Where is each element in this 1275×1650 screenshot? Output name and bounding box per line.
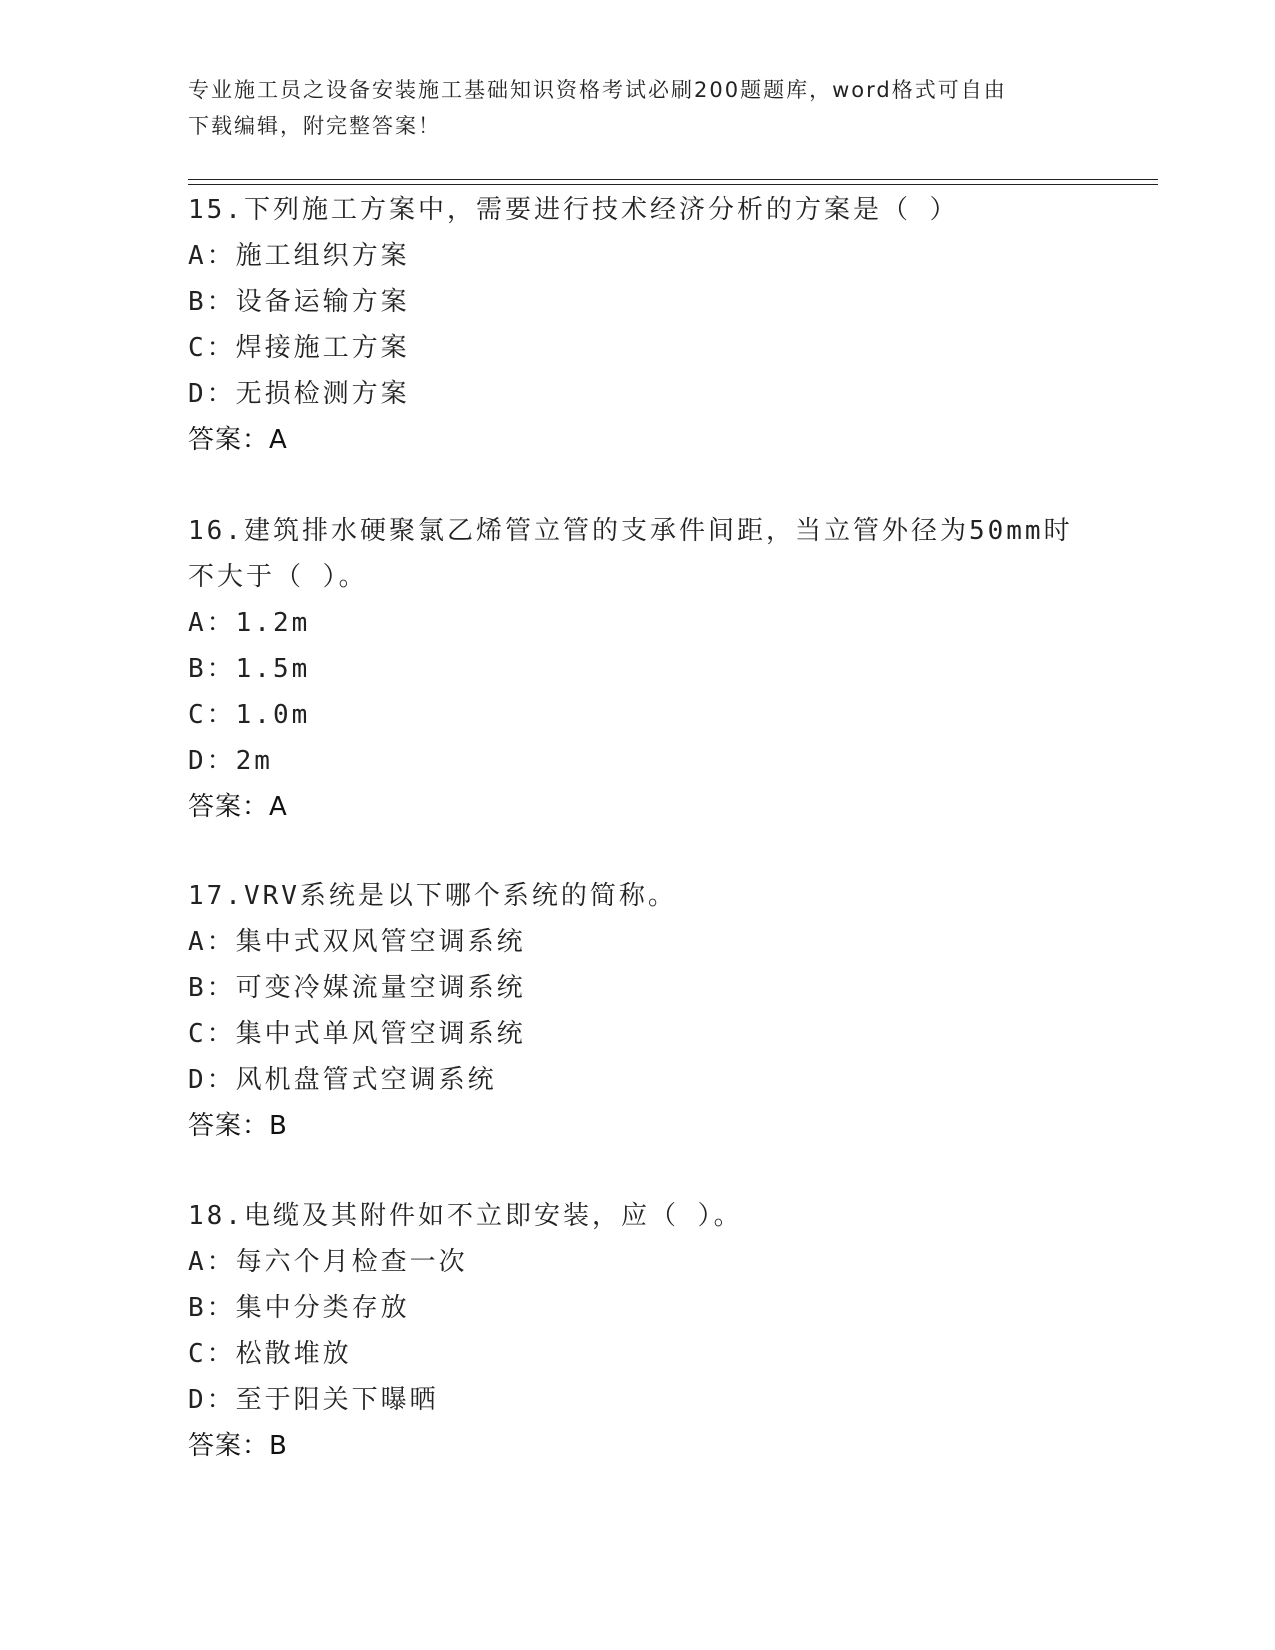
header-divider-top	[188, 179, 1158, 180]
header-divider-bottom	[188, 184, 1158, 185]
header-line-2: 下载编辑，附完整答案！	[188, 114, 441, 138]
question-title: 16.建筑排水硬聚氯乙烯管立管的支承件间距，当立管外径为50mm时	[188, 516, 1073, 546]
option-a: A：1.2m	[188, 608, 311, 638]
option-b: B：设备运输方案	[188, 287, 410, 317]
answer: 答案：A	[188, 792, 288, 822]
answer: 答案：A	[188, 425, 288, 455]
option-d: D：至于阳关下曝晒	[188, 1385, 439, 1415]
document-header	[188, 72, 1088, 144]
option-c: C：1.0m	[188, 700, 311, 730]
question-17	[188, 873, 1088, 1149]
question-15	[188, 187, 1088, 463]
answer: 答案：B	[188, 1431, 288, 1461]
option-b: B：1.5m	[188, 654, 311, 684]
question-16	[188, 508, 1088, 830]
question-title: 15.下列施工方案中，需要进行技术经济分析的方案是（ ）	[188, 195, 959, 225]
option-a: A：每六个月检查一次	[188, 1247, 468, 1277]
option-d: D：风机盘管式空调系统	[188, 1065, 497, 1095]
question-title: 17.VRV系统是以下哪个系统的简称。	[188, 881, 677, 911]
header-line-1: 专业施工员之设备安装施工基础知识资格考试必刷200题题库，word格式可自由	[188, 78, 1007, 102]
option-a: A：集中式双风管空调系统	[188, 927, 526, 957]
option-a: A：施工组织方案	[188, 241, 410, 271]
answer: 答案：B	[188, 1111, 288, 1141]
option-c: C：集中式单风管空调系统	[188, 1019, 526, 1049]
option-b: B：可变冷媒流量空调系统	[188, 973, 526, 1003]
option-b: B：集中分类存放	[188, 1293, 410, 1323]
question-title-continued: 不大于（ ）。	[188, 562, 368, 592]
question-18	[188, 1193, 1088, 1469]
option-d: D：无损检测方案	[188, 379, 410, 409]
option-c: C：松散堆放	[188, 1339, 352, 1369]
question-title: 18.电缆及其附件如不立即安装，应（ ）。	[188, 1201, 743, 1231]
option-c: C：焊接施工方案	[188, 333, 410, 363]
option-d: D：2m	[188, 746, 273, 776]
